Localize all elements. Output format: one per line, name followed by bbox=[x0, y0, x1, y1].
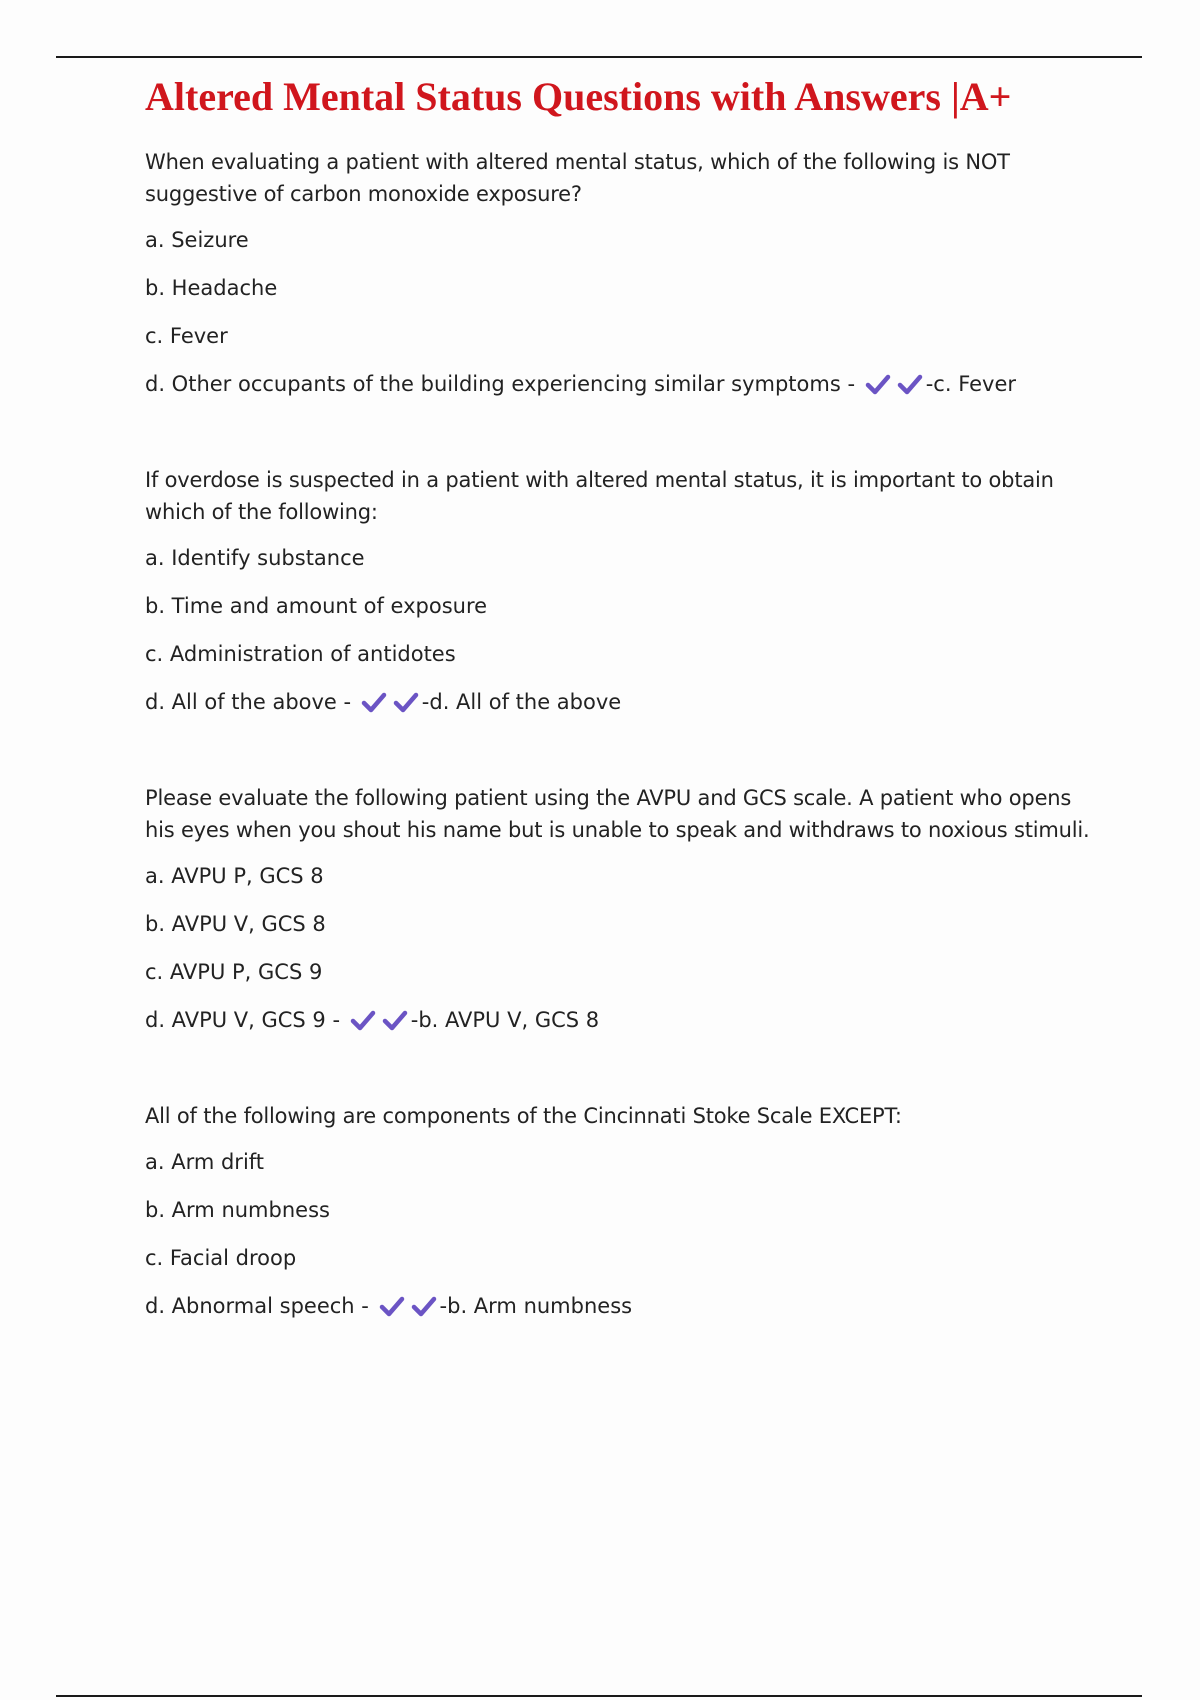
answer-text: -c. Fever bbox=[925, 372, 1017, 396]
document-body bbox=[145, 70, 1105, 1386]
answer-text: -d. All of the above bbox=[421, 690, 622, 714]
answer-text: -b. AVPU V, GCS 8 bbox=[410, 1008, 600, 1032]
check-icon bbox=[381, 1008, 409, 1032]
option-a: a. Arm drift bbox=[145, 1150, 265, 1174]
question-text: Please evaluate the following patient using the AVPU and GCS scale. A patient who opens his eyes when you shout his name but is unable to speak and withdraws to noxious stimuli. bbox=[145, 786, 1090, 842]
option-d-with-answer bbox=[145, 368, 1105, 400]
question-block bbox=[145, 464, 1105, 718]
check-icon bbox=[378, 1294, 406, 1318]
option-a: a. Identify substance bbox=[145, 546, 365, 570]
option-d-with-answer bbox=[145, 686, 1105, 718]
bottom-rule bbox=[56, 1695, 1142, 1697]
option-b: b. AVPU V, GCS 8 bbox=[145, 912, 326, 936]
question-text: When evaluating a patient with altered mental status, which of the following is NOT suggestive of carbon monoxide exposure? bbox=[145, 150, 1010, 206]
check-icon bbox=[349, 1008, 377, 1032]
question-block bbox=[145, 782, 1105, 1036]
question-text: If overdose is suspected in a patient with altered mental status, it is important to obtain which of the following: bbox=[145, 468, 1054, 524]
option-d-with-answer bbox=[145, 1004, 1105, 1036]
option-d: d. All of the above - bbox=[145, 690, 352, 714]
option-d: d. Abnormal speech - bbox=[145, 1294, 369, 1318]
check-icon bbox=[896, 372, 924, 396]
option-c: c. AVPU P, GCS 9 bbox=[145, 960, 323, 984]
check-icon bbox=[392, 690, 420, 714]
option-c: c. Fever bbox=[145, 324, 228, 348]
top-rule bbox=[56, 56, 1142, 58]
option-d: d. Other occupants of the building experiencing similar symptoms - bbox=[145, 372, 856, 396]
answer-text: -b. Arm numbness bbox=[439, 1294, 633, 1318]
option-b: b. Arm numbness bbox=[145, 1198, 330, 1222]
option-c: c. Facial droop bbox=[145, 1246, 297, 1270]
page-title: Altered Mental Status Questions with Answers |A+ bbox=[145, 74, 1012, 119]
option-b: b. Headache bbox=[145, 276, 278, 300]
option-a: a. Seizure bbox=[145, 228, 249, 252]
check-icon bbox=[864, 372, 892, 396]
check-icon bbox=[360, 690, 388, 714]
option-a: a. AVPU P, GCS 8 bbox=[145, 864, 324, 888]
question-text: All of the following are components of the Cincinnati Stoke Scale EXCEPT: bbox=[145, 1104, 902, 1128]
check-icon bbox=[410, 1294, 438, 1318]
question-block bbox=[145, 146, 1105, 400]
option-d: d. AVPU V, GCS 9 - bbox=[145, 1008, 341, 1032]
question-block bbox=[145, 1100, 1105, 1322]
option-d-with-answer bbox=[145, 1290, 1105, 1322]
option-b: b. Time and amount of exposure bbox=[145, 594, 488, 618]
option-c: c. Administration of antidotes bbox=[145, 642, 456, 666]
